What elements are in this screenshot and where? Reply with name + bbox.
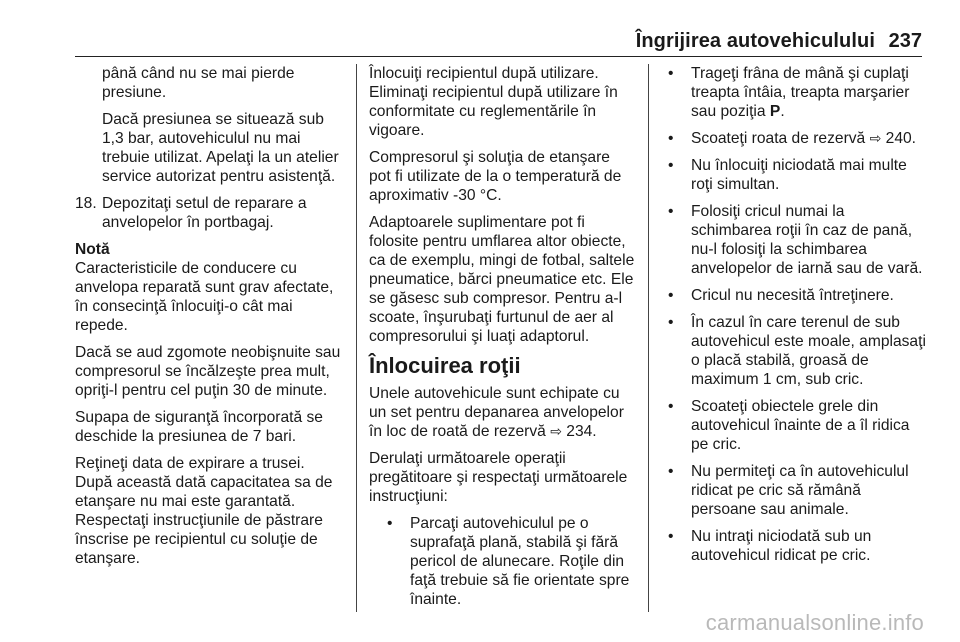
- list-item-text: Scoateţi obiectele grele din autovehicul înainte de a îl ridica pe cric.: [691, 398, 910, 453]
- column-left: [75, 64, 345, 576]
- list-item-text: Scoateţi roata de rezervă: [691, 130, 866, 147]
- step-18: [75, 194, 345, 232]
- watermark: carmanualsonline.info: [705, 610, 924, 635]
- list-item-text: Folosiţi cricul numai la schimbarea roţii în caz de pană, nu-l folosiţi la schimbarea anvelopelor de iarnă sau de vară.: [691, 203, 923, 277]
- bullet-icon: •: [668, 314, 674, 331]
- step-continuation: până când nu se mai pierde presiune.: [102, 65, 295, 101]
- bullet-icon: •: [668, 203, 674, 220]
- page-number: 237: [888, 30, 922, 52]
- list-item-text: În cazul în care terenul de sub autovehicul este moale, amplasaţi o placă stabilă, groasă de maximum 1 cm, sub cric.: [691, 314, 926, 388]
- page-title: Îngrijirea autovehiculului: [635, 30, 875, 52]
- bullet-icon: •: [668, 157, 674, 174]
- bullet-icon: •: [668, 287, 674, 304]
- page-header: [0, 0, 960, 52]
- page-ref-icon: ⇨: [869, 130, 882, 146]
- list-item: [660, 129, 928, 148]
- list-item-text: Nu permiteţi ca în autovehiculul ridicat pe cric să rămână persoane sau animale.: [691, 463, 909, 518]
- column-middle: [369, 64, 635, 617]
- intro-paragraph: [369, 384, 635, 441]
- note-heading: Notă: [75, 241, 110, 258]
- page-ref-link[interactable]: 234.: [566, 423, 597, 440]
- valve-paragraph: Supapa de siguranţă încorporată se deschide la presiunea de 7 bari.: [75, 409, 323, 445]
- step-number: 18.: [75, 195, 97, 212]
- page-ref-icon: ⇨: [550, 423, 562, 439]
- list-item: [660, 202, 928, 278]
- list-item: [660, 527, 928, 565]
- expiry-paragraph: Reţineţi data de expirare a trusei. După această dată capacitatea sa de etanşare nu mai este garantată. Respectaţi instrucţiunile de păstrare înscrise pe recipientul cu soluţie de etanşare.: [75, 455, 333, 567]
- noise-paragraph: Dacă se aud zgomote neobişnuite sau compresorul se încălzeşte prea mult, opriţi-l pentru cel puţin 30 de minute.: [75, 344, 341, 399]
- header-divider: [75, 56, 922, 57]
- list-item-text: Parcaţi autovehiculul pe o suprafaţă plană, stabilă şi fără pericol de alunecare. Roţile din faţă trebuie să fie orientate spre înainte.: [410, 515, 630, 608]
- list-item-text: Trageţi frâna de mână şi cuplaţi treapta întâia, treapta marşarier sau poziţia: [691, 65, 910, 120]
- bullet-list: [369, 514, 635, 609]
- bullet-icon: •: [668, 65, 674, 82]
- bullet-icon: •: [387, 515, 393, 532]
- list-item-text: Nu intraţi niciodată sub un autovehicul ridicat pe cric.: [691, 528, 872, 564]
- section-heading: Înlocuirea roţii: [369, 353, 521, 378]
- note-text: Caracteristicile de conducere cu anvelopa reparată sunt grav afectate, în consecinţă înlocuiţi-o cât mai repede.: [75, 260, 334, 334]
- step-text: Depozitaţi setul de reparare a anvelopelor în portbagaj.: [102, 195, 307, 231]
- bullet-icon: •: [668, 528, 674, 545]
- adapters-paragraph: Adaptoarele suplimentare pot fi folosite pentru umflarea altor obiecte, ca de exemplu, mingi de fotbal, saltele pneumatice, bărci pneumatice etc. Ele se găsesc sub compresor. Pentru a-l scoate, înşurubaţi furtunul de aer al compresorului şi luaţi adaptorul.: [369, 214, 635, 345]
- list-item: [660, 397, 928, 454]
- bullet-icon: •: [668, 463, 674, 480]
- bullet-icon: •: [668, 398, 674, 415]
- bullet-icon: •: [668, 130, 674, 147]
- page-ref-link[interactable]: 240.: [885, 130, 917, 147]
- list-item: [379, 514, 635, 609]
- list-item: [660, 286, 928, 305]
- list-item: [660, 462, 928, 519]
- column-right: [660, 64, 928, 573]
- pressure-warning: Dacă presiunea se situează sub 1,3 bar, autovehiculul nu mai trebuie utilizat. Apelaţi la un atelier service autorizat pentru asistenţă.: [102, 111, 339, 185]
- list-item-text: Nu înlocuiţi niciodată mai multe roţi simultan.: [691, 157, 907, 193]
- list-item: [660, 313, 928, 389]
- intro-text: Unele autovehicule sunt echipate cu un set pentru depanarea anvelopelor în loc de roată de rezervă: [369, 385, 624, 440]
- replace-container-paragraph: Înlocuiţi recipientul după utilizare. Eliminaţi recipientul după utilizare în conformitate cu reglementările în vigoare.: [369, 65, 618, 139]
- list-item-text: Cricul nu necesită întreţinere.: [691, 287, 894, 304]
- gear-position-p: P: [769, 103, 781, 120]
- temperature-paragraph: Compresorul şi soluţia de etanşare pot fi utilizate de la o temperatură de aproximativ -30 °C.: [369, 149, 622, 204]
- list-item: [660, 156, 928, 194]
- preparation-paragraph: Derulaţi următoarele operaţii pregătitoare şi respectaţi următoarele instrucţiuni:: [369, 450, 628, 505]
- list-item: • Trageţi frâna de mână şi cuplaţi treapta întâia, treapta marşarier sau poziţia P.: [668, 65, 910, 120]
- column-divider-left: [356, 64, 357, 612]
- column-divider-right: [648, 64, 649, 612]
